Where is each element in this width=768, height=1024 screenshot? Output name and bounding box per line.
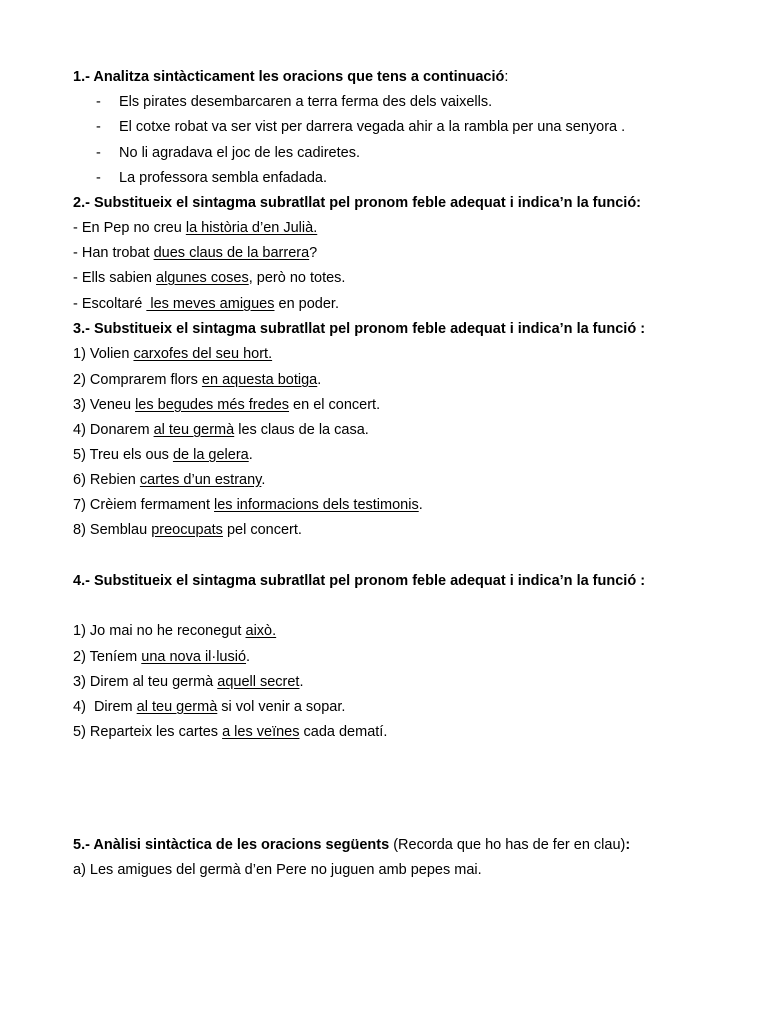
- item-text: 7) Crèiem fermament: [73, 497, 215, 513]
- s3-item-6: [73, 471, 265, 489]
- item-text: 5) Treu els ous: [73, 447, 173, 463]
- bullet-dash: -: [96, 145, 101, 161]
- s4-item-1: [73, 622, 276, 640]
- underlined-phrase: dues claus de la barrera: [153, 245, 310, 261]
- item-text: 6) Rebien: [73, 472, 140, 488]
- item-text: en poder.: [274, 296, 339, 312]
- s3-item-5: [73, 446, 253, 464]
- item-text: 3) Direm al teu germà: [73, 674, 218, 690]
- underlined-phrase: aquell secret: [217, 674, 300, 690]
- item-text: 1) Volien: [73, 346, 134, 362]
- underlined-phrase: les informacions dels testimonis: [214, 497, 419, 513]
- item-text: ?: [309, 245, 318, 261]
- s3-item-7: [73, 496, 423, 514]
- underlined-phrase: carxofes del seu hort.: [133, 346, 273, 362]
- item-text: en el concert.: [289, 397, 381, 413]
- item-text: 1) Jo mai no he reconegut: [73, 623, 246, 639]
- s4-item-4: [73, 698, 345, 716]
- underlined-phrase: al teu germà: [153, 422, 235, 438]
- item-text: 4) Donarem: [73, 422, 154, 438]
- item-text: .: [418, 497, 423, 513]
- item-text: - En Pep no creu: [73, 220, 186, 236]
- item-text: .: [246, 649, 251, 665]
- underlined-phrase: algunes coses: [156, 270, 249, 286]
- s1-item-4: La professora sembla enfadada.: [119, 170, 327, 186]
- item-text: 4) Direm: [73, 699, 137, 715]
- s3-item-4: [73, 421, 369, 439]
- item-text: - Ells sabien: [73, 270, 157, 286]
- section-1-colon: :: [504, 69, 509, 85]
- underlined-phrase: una nova il·lusió: [141, 649, 247, 665]
- s3-item-2: [73, 371, 321, 389]
- s2-item-3: [73, 269, 345, 287]
- item-text: .: [299, 674, 304, 690]
- s5-item-a: a) Les amigues del germà d’en Pere no juguen amb pepes mai.: [73, 862, 482, 878]
- section-4-title: - Substitueix el sintagma subratllat pel pronom feble adequat i indica’n la funció :: [85, 573, 646, 589]
- bullet-dash: -: [96, 94, 101, 110]
- s2-item-2: [73, 244, 317, 262]
- underlined-phrase: al teu germà: [136, 699, 218, 715]
- section-3-heading: 3.- Substitueix el sintagma subratllat pel pronom feble adequat i indica’n la funció :: [73, 321, 646, 337]
- underlined-phrase: les begudes més fredes: [135, 397, 290, 413]
- s2-item-1: [73, 219, 317, 237]
- s3-item-8: [73, 521, 302, 539]
- underlined-phrase: a les veïnes: [222, 724, 300, 740]
- item-text: 3) Veneu: [73, 397, 136, 413]
- underlined-phrase: la història d’en Julià.: [185, 220, 318, 236]
- bullet-dash: -: [96, 119, 101, 135]
- s3-item-1: [73, 345, 272, 363]
- item-text: .: [261, 472, 266, 488]
- item-text: 2) Teníem: [73, 649, 142, 665]
- section-4-heading: [73, 572, 645, 590]
- section-5-title: 5.- Anàlisi sintàctica de les oracions següents: [73, 837, 390, 853]
- s1-item-3: No li agradava el joc de les cadiretes.: [119, 145, 360, 161]
- section-4-number: 4.: [73, 573, 86, 589]
- item-text: si vol venir a sopar.: [217, 699, 346, 715]
- item-text: 2) Comprarem flors: [73, 372, 202, 388]
- section-1-title: 1.- Analitza sintàcticament les oracions que tens a continuació: [73, 69, 505, 85]
- s1-item-1: Els pirates desembarcaren a terra ferma des dels vaixells.: [119, 94, 493, 110]
- s3-item-3: [73, 396, 380, 414]
- section-5-colon: :: [625, 837, 631, 853]
- s4-item-2: [73, 648, 250, 666]
- item-text: .: [317, 372, 322, 388]
- item-text: - Han trobat: [73, 245, 154, 261]
- item-text: 5) Reparteix les cartes: [73, 724, 223, 740]
- section-2-heading: 2.- Substitueix el sintagma subratllat pel pronom feble adequat i indica’n la funció:: [73, 195, 642, 211]
- s4-item-3: [73, 673, 304, 691]
- s1-item-2: El cotxe robat va ser vist per darrera vegada ahir a la rambla per una senyora .: [119, 119, 626, 135]
- underlined-phrase: de la gelera: [172, 447, 249, 463]
- underlined-phrase: les meves amigues: [146, 296, 275, 312]
- item-text: cada dematí.: [299, 724, 388, 740]
- item-text: , però no totes.: [248, 270, 346, 286]
- section-5-heading: [73, 836, 630, 854]
- item-text: les claus de la casa.: [234, 422, 369, 438]
- underlined-phrase: això.: [245, 623, 277, 639]
- item-text: 8) Semblau: [73, 522, 152, 538]
- s2-item-4: [73, 295, 339, 313]
- item-text: - Escoltaré: [73, 296, 147, 312]
- s4-item-5: [73, 723, 387, 741]
- section-5-note: (Recorda que ho has de fer en clau): [389, 837, 626, 853]
- underlined-phrase: en aquesta botiga: [201, 372, 318, 388]
- underlined-phrase: preocupats: [151, 522, 223, 538]
- bullet-dash: -: [96, 170, 101, 186]
- item-text: pel concert.: [222, 522, 302, 538]
- item-text: .: [248, 447, 253, 463]
- section-1-heading: [73, 68, 508, 86]
- underlined-phrase: cartes d’un estrany: [139, 472, 262, 488]
